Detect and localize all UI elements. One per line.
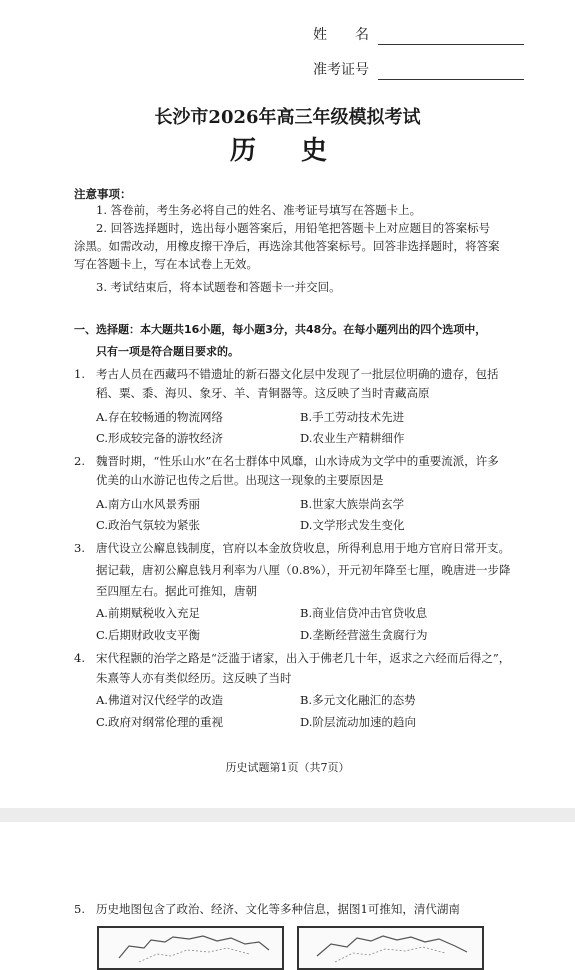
notice-item-1: 1. 答卷前，考生务必将自己的姓名、准考证号填写在答题卡上。 (96, 203, 422, 217)
question-number: 3. (74, 541, 85, 555)
question-text: 考古人员在西藏玛不错遗址的新石器文化层中发现了一批层位明确的遗存，包括 (96, 367, 499, 381)
question-number: 4. (74, 651, 85, 665)
option-a: A.佛道对汉代经学的改造 (96, 693, 223, 707)
name-label: 姓 名 (313, 27, 369, 43)
option-d: D.文学形式发生变化 (300, 518, 405, 532)
option-d: D.农业生产精耕细作 (300, 431, 405, 445)
exam-title: 长沙市2026年高三年级模拟考试 (154, 107, 421, 128)
map-outline-icon (299, 928, 482, 968)
option-d: D.阶层流动加速的趋向 (300, 715, 416, 729)
option-c: C.政府对纲常伦理的重视 (96, 715, 224, 729)
question-text: 至四厘左右。据此可推知，唐朝 (96, 584, 257, 598)
question-text: 魏晋时期，“性乐山水”在名士群体中风靡，山水诗成为文学中的重要流派，许多 (96, 454, 499, 468)
section-heading-cont: 只有一项是符合题目要求的。 (96, 345, 239, 358)
map-figure-right (297, 926, 484, 970)
map-figure-left (97, 926, 284, 970)
notice-item-3: 3. 考试结束后，将本试题卷和答题卡一并交回。 (96, 280, 341, 294)
notice-item-2: 2. 回答选择题时，选出每小题答案后，用铅笔把答题卡上对应题目的答案标号 (96, 221, 491, 235)
page-footer: 历史试题第1页（共7页） (225, 761, 350, 774)
option-c: C.形成较完备的游牧经济 (96, 431, 224, 445)
page-separator (0, 808, 575, 822)
notice-heading: 注意事项： (74, 187, 132, 201)
question-number: 5. (74, 902, 85, 916)
notice-item-2-cont: 涂黑。如需改动，用橡皮擦干净后，再选涂其他答案标号。回答非选择题时，将答案 (74, 239, 500, 253)
notice-item-2-cont2: 写在答题卡上，写在本试卷上无效。 (74, 257, 258, 271)
question-text: 唐代设立公廨息钱制度，官府以本金放贷收息，所得利息用于地方官府日常开支。 (96, 541, 510, 555)
exam-page-2 (0, 822, 575, 960)
option-c: C.政治气氛较为紧张 (96, 518, 201, 532)
exam-number-label: 准考证号 (313, 62, 369, 78)
option-d: D.垄断经营滋生贪腐行为 (300, 628, 428, 642)
question-text: 宋代程颢的治学之路是“泛滥于诸家，出入于佛老几十年，返求之六经而后得之”， (96, 651, 511, 665)
option-b: B.世家大族崇尚玄学 (300, 497, 405, 511)
question-number: 1. (74, 367, 85, 381)
name-fill-line (378, 44, 524, 45)
option-a: A.南方山水风景秀丽 (96, 497, 200, 511)
exam-number-fill-line (378, 79, 524, 80)
option-b: B.手工劳动技术先进 (300, 410, 405, 424)
option-a: A.存在较畅通的物流网络 (96, 410, 223, 424)
question-text: 优美的山水游记也传之后世。出现这一现象的主要原因是 (96, 473, 384, 487)
section-heading: 一、选择题：本大题共16小题，每小题3分，共48分。在每小题列出的四个选项中， (74, 323, 487, 336)
question-number: 2. (74, 454, 85, 468)
question-text: 历史地图包含了政治、经济、文化等多种信息，据图1可推知，清代湖南 (96, 902, 460, 916)
question-text: 朱熹等人亦有类似经历。这反映了当时 (96, 671, 292, 685)
subject-title: 历 史 (229, 136, 346, 166)
question-text: 稻、粟、黍、海贝、象牙、羊、青铜器等。这反映了当时青藏高原 (96, 386, 430, 400)
option-b: B.多元文化融汇的态势 (300, 693, 416, 707)
option-c: C.后期财政收支平衡 (96, 628, 201, 642)
option-b: B.商业信贷冲击官贷收息 (300, 606, 428, 620)
map-outline-icon (99, 928, 282, 968)
option-a: A.前期赋税收入充足 (96, 606, 200, 620)
question-text: 据记载，唐初公廨息钱月利率为八厘（0.8%），开元初年降至七厘，晚唐进一步降 (96, 563, 511, 577)
